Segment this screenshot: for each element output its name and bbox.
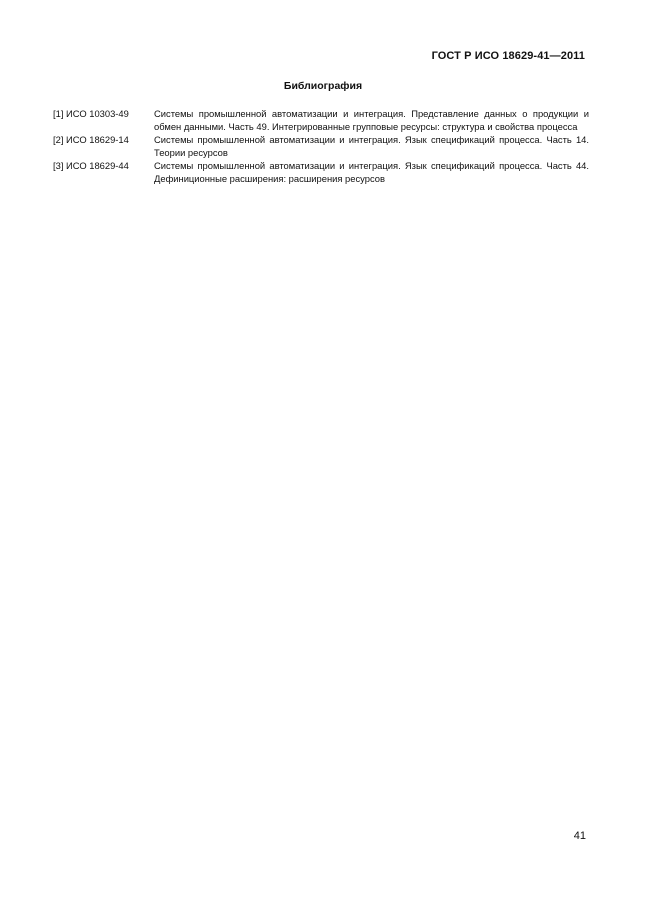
bibliography-ref: [1] ИСО 10303-49 xyxy=(53,108,129,119)
bibliography-entry xyxy=(53,133,589,159)
bibliography-entry xyxy=(53,107,589,133)
bibliography-ref: [3] ИСО 18629-44 xyxy=(53,160,129,171)
section-title: Библиография xyxy=(283,80,363,92)
document-header: ГОСТ Р ИСО 18629-41—2011 xyxy=(431,50,585,62)
bibliography-entry xyxy=(53,159,589,185)
bibliography-text: Системы промышленной автоматизации и интеграция. Представление данных о продукции и обмен данными. Часть 49. Интегрированные групповые ресурсы: структура и свойства процесса xyxy=(154,108,589,132)
bibliography-ref: [2] ИСО 18629-14 xyxy=(53,134,129,145)
page-number: 41 xyxy=(573,830,586,842)
bibliography-text: Системы промышленной автоматизации и интеграция. Язык спецификаций процесса. Часть 44. Дефиниционные расширения: расширения ресурсов xyxy=(154,160,589,184)
bibliography-text: Системы промышленной автоматизации и интеграция. Язык спецификаций процесса. Часть 14. Теории ресурсов xyxy=(154,134,589,158)
bibliography-list xyxy=(53,107,589,185)
